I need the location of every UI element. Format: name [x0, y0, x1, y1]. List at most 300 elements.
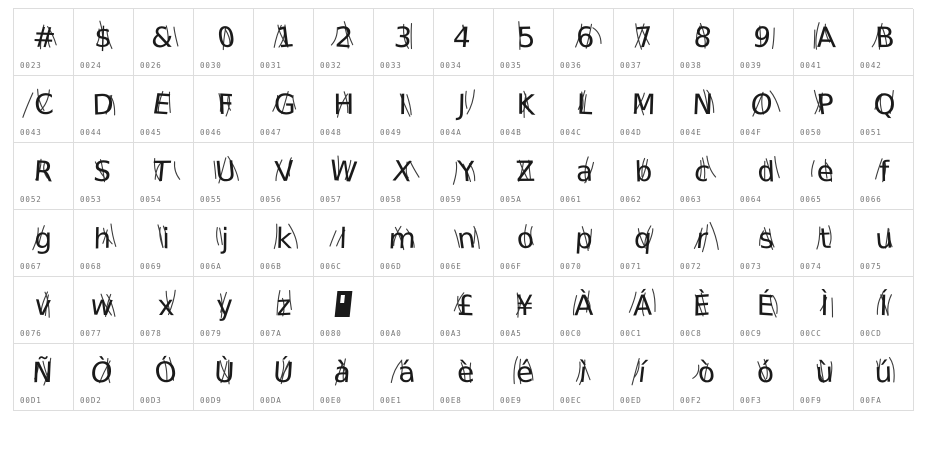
- glyph-code-label: 0046: [200, 128, 222, 137]
- svg-text:7: 7: [633, 20, 654, 55]
- glyph-cell[interactable]: [14, 76, 74, 143]
- svg-text:Ñ: Ñ: [30, 355, 54, 390]
- glyph-code-label: 006E: [440, 262, 462, 271]
- glyph-cell[interactable]: [854, 76, 914, 143]
- glyph-code-label: 0030: [200, 61, 222, 70]
- glyph-cell[interactable]: [854, 143, 914, 210]
- glyph-cell[interactable]: [134, 210, 194, 277]
- glyph-art: [194, 80, 253, 126]
- glyph-cell[interactable]: [254, 344, 314, 411]
- glyph-cell[interactable]: [314, 344, 374, 411]
- svg-text:è: è: [454, 355, 476, 390]
- glyph-code-label: 0035: [500, 61, 522, 70]
- svg-text:U: U: [213, 154, 237, 189]
- glyph-cell[interactable]: [254, 9, 314, 76]
- svg-text:Ì: Ì: [819, 288, 829, 323]
- glyph-art: [14, 13, 73, 59]
- svg-text:k: k: [275, 221, 293, 256]
- glyph-code-label: 0069: [140, 262, 162, 271]
- glyph-art: [434, 147, 493, 193]
- glyph-code-label: 00F2: [680, 396, 702, 405]
- glyph-code-label: 00DA: [260, 396, 282, 405]
- glyph-cell[interactable]: [434, 210, 494, 277]
- svg-text:2: 2: [333, 20, 354, 55]
- svg-text:ò: ò: [695, 355, 716, 390]
- glyph-cell[interactable]: [854, 344, 914, 411]
- glyph-cell[interactable]: [314, 277, 374, 344]
- svg-text:C: C: [33, 87, 54, 122]
- glyph-code-label: 0070: [560, 262, 582, 271]
- glyph-art: [74, 348, 133, 394]
- glyph-art: [314, 147, 373, 193]
- svg-text:£: £: [455, 288, 475, 323]
- glyph-code-label: 0041: [800, 61, 822, 70]
- glyph-art: [734, 147, 793, 193]
- glyph-art: [434, 348, 493, 394]
- svg-text:p: p: [573, 221, 594, 256]
- glyph-code-label: 0049: [380, 128, 402, 137]
- glyph-art: [794, 80, 853, 126]
- glyph-code-label: 006F: [500, 262, 522, 271]
- glyph-code-label: 00ED: [620, 396, 642, 405]
- glyph-art: [794, 348, 853, 394]
- svg-text:h: h: [92, 221, 111, 256]
- glyph-cell[interactable]: [74, 344, 134, 411]
- glyph-art: [74, 281, 133, 327]
- glyph-cell[interactable]: [14, 344, 74, 411]
- svg-text:5: 5: [515, 20, 537, 55]
- glyph-art: [734, 13, 793, 59]
- glyph-code-label: 00D3: [140, 396, 162, 405]
- glyph-code-label: 0058: [380, 195, 402, 204]
- svg-text:à: à: [331, 355, 352, 390]
- glyph-art: [314, 281, 373, 327]
- svg-text:M: M: [630, 87, 656, 122]
- glyph-code-label: 0063: [680, 195, 702, 204]
- glyph-code-label: 0075: [860, 262, 882, 271]
- glyph-art: [314, 13, 373, 59]
- glyph-cell[interactable]: [494, 143, 554, 210]
- glyph-art: [254, 13, 313, 59]
- svg-text:Ò: Ò: [89, 355, 113, 390]
- glyph-art: [374, 348, 433, 394]
- svg-text:K: K: [515, 87, 535, 122]
- glyph-art: [854, 147, 913, 193]
- svg-text:í: í: [635, 355, 648, 390]
- glyph-cell[interactable]: [434, 143, 494, 210]
- glyph-art: [794, 13, 853, 59]
- glyph-code-label: 006A: [200, 262, 222, 271]
- svg-text:s: s: [756, 221, 775, 256]
- glyph-cell[interactable]: [794, 143, 854, 210]
- glyph-cell[interactable]: [194, 344, 254, 411]
- glyph-code-label: 0039: [740, 61, 762, 70]
- glyph-code-label: 0043: [20, 128, 42, 137]
- glyph-code-label: 006D: [380, 262, 402, 271]
- svg-text:P: P: [814, 87, 836, 122]
- svg-text:T: T: [150, 155, 172, 189]
- glyph-cell[interactable]: [14, 277, 74, 344]
- glyph-cell[interactable]: [554, 76, 614, 143]
- glyph-cell[interactable]: [734, 210, 794, 277]
- svg-text:S: S: [91, 154, 113, 189]
- glyph-cell[interactable]: [74, 76, 134, 143]
- svg-text:q: q: [632, 221, 653, 256]
- glyph-cell[interactable]: [554, 210, 614, 277]
- svg-text:Í: Í: [878, 288, 888, 323]
- svg-text:V: V: [273, 154, 296, 189]
- glyph-art: [674, 214, 733, 260]
- glyph-code-label: 0066: [860, 195, 882, 204]
- glyph-cell[interactable]: [374, 143, 434, 210]
- svg-text:e: e: [815, 154, 834, 189]
- glyph-art: [494, 281, 553, 327]
- glyph-code-label: 004D: [620, 128, 642, 137]
- glyph-cell[interactable]: [734, 143, 794, 210]
- glyph-cell[interactable]: [434, 344, 494, 411]
- glyph-cell[interactable]: [614, 76, 674, 143]
- glyph-code-label: 00D9: [200, 396, 222, 405]
- glyph-code-label: 0031: [260, 61, 282, 70]
- glyph-code-label: 00E0: [320, 396, 342, 405]
- glyph-code-label: 0024: [80, 61, 102, 70]
- glyph-cell[interactable]: [134, 143, 194, 210]
- glyph-cell[interactable]: [134, 9, 194, 76]
- glyph-code-label: 006C: [320, 262, 342, 271]
- glyph-code-label: 0045: [140, 128, 162, 137]
- glyph-code-label: 0074: [800, 262, 822, 271]
- svg-text:b: b: [633, 154, 653, 189]
- glyph-art: [254, 281, 313, 327]
- glyph-code-label: 0079: [200, 329, 222, 338]
- glyph-code-label: 0076: [20, 329, 42, 338]
- svg-text:x: x: [155, 288, 175, 323]
- glyph-art: [194, 214, 253, 260]
- glyph-code-label: 0062: [620, 195, 642, 204]
- glyph-cell[interactable]: [554, 9, 614, 76]
- glyph-cell[interactable]: [794, 344, 854, 411]
- glyph-cell[interactable]: [194, 277, 254, 344]
- glyph-code-label: 0064: [740, 195, 762, 204]
- glyph-art: [794, 214, 853, 260]
- svg-text:n: n: [454, 221, 477, 256]
- svg-text:t: t: [817, 221, 832, 256]
- glyph-cell[interactable]: [194, 76, 254, 143]
- glyph-cell[interactable]: [374, 76, 434, 143]
- glyph-art: [134, 214, 193, 260]
- svg-text:L: L: [576, 87, 593, 122]
- glyph-art: [494, 348, 553, 394]
- glyph-cell[interactable]: [854, 9, 914, 76]
- glyph-cell[interactable]: [794, 9, 854, 76]
- glyph-cell[interactable]: [794, 210, 854, 277]
- glyph-art: [674, 13, 733, 59]
- glyph-cell[interactable]: [734, 277, 794, 344]
- glyph-cell[interactable]: [554, 344, 614, 411]
- glyph-cell[interactable]: [674, 277, 734, 344]
- glyph-cell[interactable]: [674, 76, 734, 143]
- glyph-art: [854, 348, 913, 394]
- glyph-code-label: 004F: [740, 128, 762, 137]
- glyph-code-label: 0038: [680, 61, 702, 70]
- svg-text:9: 9: [750, 20, 773, 55]
- glyph-cell[interactable]: [314, 210, 374, 277]
- glyph-cell[interactable]: [14, 9, 74, 76]
- svg-text:B: B: [873, 20, 895, 55]
- glyph-cell[interactable]: [134, 277, 194, 344]
- glyph-cell[interactable]: [734, 76, 794, 143]
- glyph-art: [434, 80, 493, 126]
- glyph-art: [854, 214, 913, 260]
- glyph-cell[interactable]: [614, 344, 674, 411]
- glyph-cell[interactable]: [614, 9, 674, 76]
- glyph-code-label: 0051: [860, 128, 882, 137]
- glyph-code-label: 006B: [260, 262, 282, 271]
- glyph-grid: [13, 8, 913, 411]
- glyph-art: [134, 13, 193, 59]
- svg-text:H: H: [332, 87, 354, 122]
- glyph-cell[interactable]: [14, 143, 74, 210]
- glyph-code-label: 0068: [80, 262, 102, 271]
- svg-text:c: c: [691, 154, 712, 189]
- glyph-cell[interactable]: [374, 9, 434, 76]
- glyph-code-label: 0034: [440, 61, 462, 70]
- glyph-code-label: 0042: [860, 61, 882, 70]
- glyph-art: [14, 281, 73, 327]
- glyph-cell[interactable]: [254, 210, 314, 277]
- glyph-code-label: 0061: [560, 195, 582, 204]
- glyph-code-label: 0056: [260, 195, 282, 204]
- glyph-art: [374, 214, 433, 260]
- glyph-cell[interactable]: [374, 344, 434, 411]
- glyph-code-label: 0080: [320, 329, 342, 338]
- svg-text:E: E: [149, 87, 173, 122]
- glyph-code-label: 004A: [440, 128, 462, 137]
- glyph-art: [794, 281, 853, 327]
- svg-text:Ù: Ù: [212, 355, 235, 390]
- glyph-art: [554, 13, 613, 59]
- svg-text:ó: ó: [755, 355, 775, 390]
- glyph-cell[interactable]: [434, 277, 494, 344]
- glyph-code-label: 0067: [20, 262, 42, 271]
- glyph-code-label: 00C0: [560, 329, 582, 338]
- glyph-cell[interactable]: [734, 9, 794, 76]
- glyph-cell[interactable]: [854, 277, 914, 344]
- svg-text:¥: ¥: [514, 288, 534, 323]
- svg-text:&: &: [149, 20, 174, 55]
- glyph-art: [134, 348, 193, 394]
- glyph-cell[interactable]: [14, 210, 74, 277]
- glyph-cell[interactable]: [74, 210, 134, 277]
- glyph-cell[interactable]: [554, 143, 614, 210]
- glyph-art: [674, 147, 733, 193]
- glyph-art: [14, 80, 73, 126]
- glyph-art: [374, 13, 433, 59]
- svg-text:È: È: [692, 288, 711, 323]
- glyph-cell[interactable]: [254, 143, 314, 210]
- glyph-code-label: 0033: [380, 61, 402, 70]
- glyph-cell[interactable]: [734, 344, 794, 411]
- glyph-code-label: 00C1: [620, 329, 642, 338]
- glyph-cell[interactable]: [134, 76, 194, 143]
- glyph-cell[interactable]: [674, 344, 734, 411]
- glyph-art: [254, 214, 313, 260]
- glyph-art: [494, 80, 553, 126]
- svg-text:z: z: [275, 288, 292, 323]
- glyph-cell[interactable]: [74, 143, 134, 210]
- svg-text:y: y: [215, 288, 234, 323]
- glyph-code-label: 00D1: [20, 396, 42, 405]
- glyph-code-label: 00A0: [380, 329, 402, 338]
- svg-text:d: d: [756, 154, 776, 189]
- svg-text:X: X: [390, 154, 414, 189]
- svg-text:Ó: Ó: [151, 355, 179, 390]
- glyph-code-label: 0037: [620, 61, 642, 70]
- glyph-cell[interactable]: [194, 210, 254, 277]
- glyph-cell[interactable]: [254, 277, 314, 344]
- svg-text:0: 0: [214, 20, 238, 55]
- svg-text:i: i: [161, 221, 170, 256]
- glyph-art: [74, 214, 133, 260]
- glyph-art: [14, 348, 73, 394]
- glyph-cell[interactable]: [794, 76, 854, 143]
- svg-text:v: v: [32, 288, 53, 323]
- glyph-cell[interactable]: [854, 210, 914, 277]
- glyph-cell[interactable]: [674, 143, 734, 210]
- svg-text:$: $: [93, 20, 113, 55]
- glyph-code-label: 00A5: [500, 329, 522, 338]
- svg-text:A: A: [814, 20, 837, 55]
- glyph-art: [854, 281, 913, 327]
- glyph-code-label: 0032: [320, 61, 342, 70]
- glyph-art: [374, 147, 433, 193]
- glyph-cell[interactable]: [254, 76, 314, 143]
- glyph-cell[interactable]: [494, 277, 554, 344]
- glyph-art: [74, 13, 133, 59]
- glyph-cell[interactable]: [674, 210, 734, 277]
- glyph-art: [74, 147, 133, 193]
- glyph-art: [314, 348, 373, 394]
- glyph-art: [614, 281, 673, 327]
- svg-text:F: F: [216, 87, 234, 122]
- glyph-code-label: 004C: [560, 128, 582, 137]
- svg-text:I: I: [397, 87, 407, 122]
- glyph-code-label: 00CD: [860, 329, 882, 338]
- glyph-art: [614, 348, 673, 394]
- glyph-code-label: 0048: [320, 128, 342, 137]
- glyph-cell[interactable]: [134, 344, 194, 411]
- glyph-cell[interactable]: [194, 9, 254, 76]
- glyph-code-label: 0078: [140, 329, 162, 338]
- glyph-cell[interactable]: [614, 210, 674, 277]
- glyph-code-label: 005A: [500, 195, 522, 204]
- glyph-cell[interactable]: [494, 344, 554, 411]
- svg-text:u: u: [873, 221, 894, 256]
- glyph-cell[interactable]: [314, 9, 374, 76]
- glyph-cell[interactable]: [314, 76, 374, 143]
- glyph-art: [434, 281, 493, 327]
- glyph-cell[interactable]: [554, 277, 614, 344]
- notdef-box-icon: [335, 291, 353, 317]
- glyph-art: [494, 13, 553, 59]
- glyph-cell[interactable]: [74, 9, 134, 76]
- svg-text:O: O: [749, 87, 774, 122]
- glyph-art: [14, 147, 73, 193]
- glyph-code-label: 0023: [20, 61, 42, 70]
- glyph-code-label: 00EC: [560, 396, 582, 405]
- glyph-code-label: 00F3: [740, 396, 762, 405]
- glyph-art: [314, 214, 373, 260]
- svg-text:j: j: [220, 221, 229, 256]
- svg-text:Á: Á: [632, 288, 652, 323]
- glyph-art: [194, 281, 253, 327]
- svg-text:ì: ì: [577, 355, 589, 390]
- glyph-code-label: 00C9: [740, 329, 762, 338]
- glyph-art: [554, 147, 613, 193]
- glyph-code-label: 0057: [320, 195, 342, 204]
- svg-text:3: 3: [392, 20, 413, 55]
- glyph-cell[interactable]: [494, 9, 554, 76]
- glyph-code-label: 0026: [140, 61, 162, 70]
- glyph-cell[interactable]: [74, 277, 134, 344]
- glyph-code-label: 004E: [680, 128, 702, 137]
- glyph-cell[interactable]: [374, 210, 434, 277]
- glyph-art: [434, 214, 493, 260]
- svg-text:ù: ù: [814, 355, 834, 390]
- glyph-cell[interactable]: [494, 76, 554, 143]
- glyph-art: [674, 80, 733, 126]
- glyph-cell[interactable]: [614, 143, 674, 210]
- svg-text:W: W: [327, 153, 359, 189]
- svg-text:á: á: [395, 355, 417, 390]
- glyph-code-label: 007A: [260, 329, 282, 338]
- glyph-art: [14, 214, 73, 260]
- glyph-cell[interactable]: [194, 143, 254, 210]
- glyph-cell[interactable]: [374, 277, 434, 344]
- glyph-code-label: 0047: [260, 128, 282, 137]
- svg-text:4: 4: [451, 20, 472, 55]
- glyph-art: [434, 13, 493, 59]
- glyph-art: [794, 147, 853, 193]
- glyph-code-label: 00CC: [800, 329, 822, 338]
- glyph-art: [194, 13, 253, 59]
- glyph-cell[interactable]: [494, 210, 554, 277]
- glyph-art: [254, 348, 313, 394]
- svg-text:Y: Y: [456, 154, 476, 189]
- glyph-cell[interactable]: [434, 76, 494, 143]
- glyph-code-label: 00E9: [500, 396, 522, 405]
- glyph-code-label: 0072: [680, 262, 702, 271]
- glyph-cell[interactable]: [614, 277, 674, 344]
- glyph-art: [674, 348, 733, 394]
- glyph-cell[interactable]: [674, 9, 734, 76]
- glyph-code-label: 0065: [800, 195, 822, 204]
- glyph-cell[interactable]: [794, 277, 854, 344]
- glyph-art: [554, 80, 613, 126]
- svg-text:Q: Q: [872, 87, 896, 122]
- glyph-code-label: 004B: [500, 128, 522, 137]
- glyph-cell[interactable]: [314, 143, 374, 210]
- svg-text:1: 1: [273, 20, 296, 55]
- glyph-code-label: 0071: [620, 262, 642, 271]
- svg-text:ú: ú: [873, 355, 893, 390]
- glyph-cell[interactable]: [434, 9, 494, 76]
- glyph-art: [134, 80, 193, 126]
- glyph-art: [554, 281, 613, 327]
- glyph-code-label: 00E1: [380, 396, 402, 405]
- svg-text:f: f: [878, 154, 889, 189]
- svg-text:o: o: [514, 221, 536, 256]
